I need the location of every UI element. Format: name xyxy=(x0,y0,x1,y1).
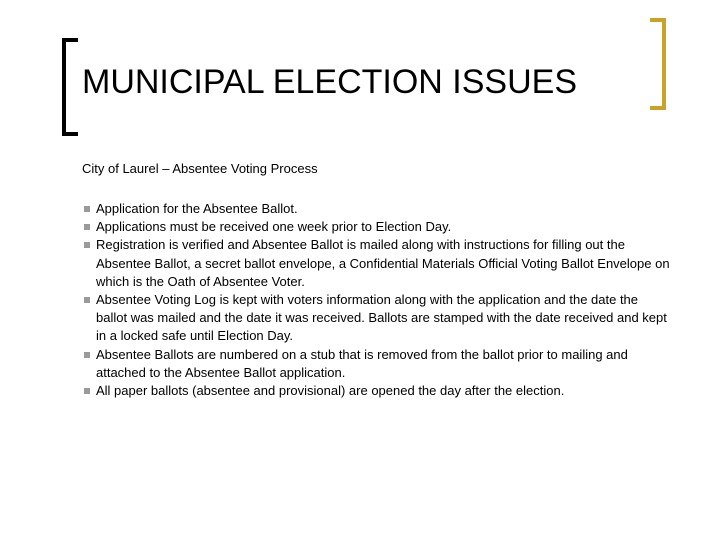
bullet-list xyxy=(82,200,672,400)
bullet-square-icon xyxy=(84,224,90,230)
bullet-item xyxy=(82,236,672,291)
bullet-text: Application for the Absentee Ballot. xyxy=(96,201,298,216)
bullet-square-icon xyxy=(84,388,90,394)
bullet-item xyxy=(82,291,672,346)
bullet-item xyxy=(82,346,672,382)
slide-title: MUNICIPAL ELECTION ISSUES xyxy=(82,63,577,101)
right-bracket-decoration xyxy=(650,18,666,110)
bullet-square-icon xyxy=(84,352,90,358)
bullet-square-icon xyxy=(84,206,90,212)
slide-subtitle: City of Laurel – Absentee Voting Process xyxy=(82,161,318,176)
bullet-text: Absentee Ballots are numbered on a stub that is removed from the ballot prior to mailing and attached to the Absentee Ballot application. xyxy=(96,346,628,380)
bullet-item xyxy=(82,382,672,400)
bullet-text: Registration is verified and Absentee Ballot is mailed along with instructions for filling out the Absentee Ballot, a secret ballot envelope, a Confidential Materials Official Voting Ballot Envelope on which is the Oath of Absentee Voter. xyxy=(96,237,670,289)
bullet-text: Applications must be received one week prior to Election Day. xyxy=(96,219,452,235)
bullet-square-icon xyxy=(84,242,90,248)
left-bracket-decoration xyxy=(62,38,78,136)
bullet-square-icon xyxy=(84,297,90,303)
bullet-text: Absentee Voting Log is kept with voters information along with the application and the date the ballot was mailed and the date it was received. Ballots are stamped with the date received and kept in a locked safe until Election Day. xyxy=(96,292,667,344)
bullet-text: All paper ballots (absentee and provisional) are opened the day after the election. xyxy=(96,383,565,399)
bullet-item xyxy=(82,218,672,236)
bullet-item xyxy=(82,200,672,218)
